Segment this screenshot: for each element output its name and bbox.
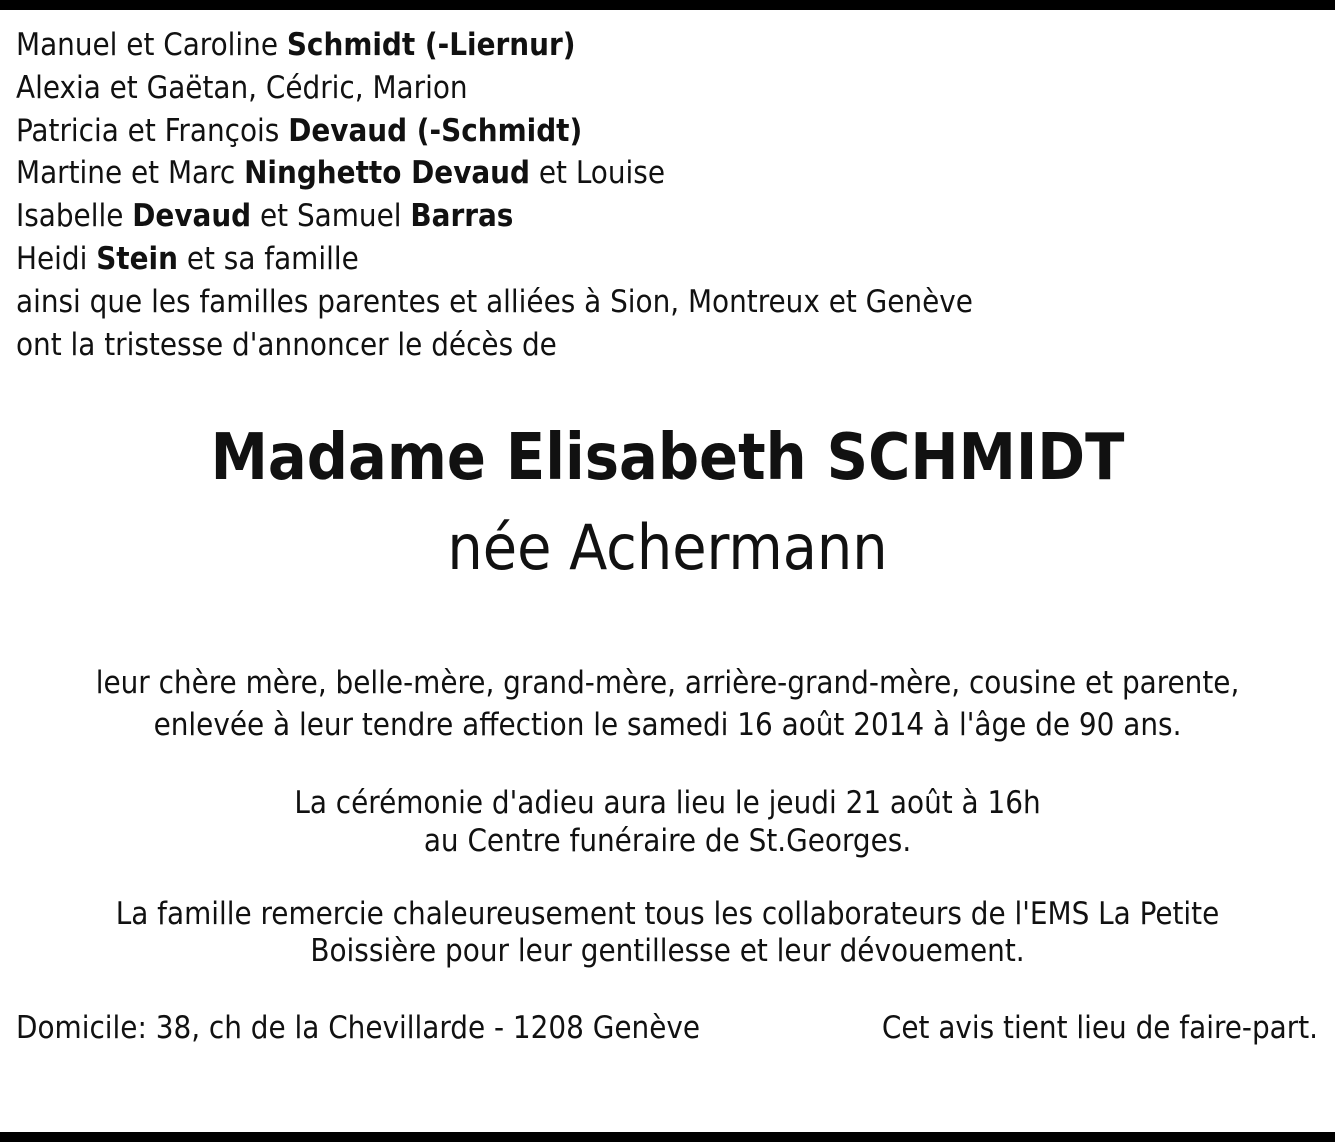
domicile-address: Domicile: 38, ch de la Chevillarde - 1208 Genève xyxy=(16,1010,701,1046)
family-line: Martine et Marc Ninghetto Devaud et Louise xyxy=(16,155,665,192)
relation-line: enlevée à leur tendre affection le samedi 16 août 2014 à l'âge de 90 ans. xyxy=(153,707,1182,743)
maiden-name: née Achermann xyxy=(447,511,888,584)
announcement-line: ont la tristesse d'annoncer le décès de xyxy=(16,326,557,363)
thanks-line: La famille remercie chaleureusement tous les collaborateurs de l'EMS La Petite xyxy=(115,896,1220,932)
family-line: Alexia et Gaëtan, Cédric, Marion xyxy=(16,69,468,106)
ceremony-line: au Centre funéraire de St.Georges. xyxy=(423,823,912,859)
family-line: Heidi Stein et sa famille xyxy=(16,240,359,277)
family-list xyxy=(16,24,973,366)
family-line: ainsi que les familles parentes et alliées à Sion, Montreux et Genève xyxy=(16,283,973,320)
ceremony-paragraph xyxy=(0,784,1335,860)
family-line: Patricia et François Devaud (-Schmidt) xyxy=(16,112,583,149)
thanks-line: Boissière pour leur gentillesse et leur dévouement. xyxy=(310,933,1025,969)
relation-paragraph xyxy=(0,662,1335,746)
bottom-border-rule xyxy=(0,1132,1335,1142)
top-border-rule xyxy=(0,0,1335,10)
notice-text: Cet avis tient lieu de faire-part. xyxy=(881,1010,1318,1046)
thanks-paragraph xyxy=(0,896,1335,970)
deceased-name: Madame Elisabeth SCHMIDT xyxy=(210,421,1125,495)
family-line: Manuel et Caroline Schmidt (-Liernur) xyxy=(16,27,576,63)
family-line: Isabelle Devaud et Samuel Barras xyxy=(16,198,514,235)
relation-line: leur chère mère, belle-mère, grand-mère, arrière-grand-mère, cousine et parente, xyxy=(95,665,1240,701)
ceremony-line: La cérémonie d'adieu aura lieu le jeudi 21 août à 16h xyxy=(294,785,1041,821)
